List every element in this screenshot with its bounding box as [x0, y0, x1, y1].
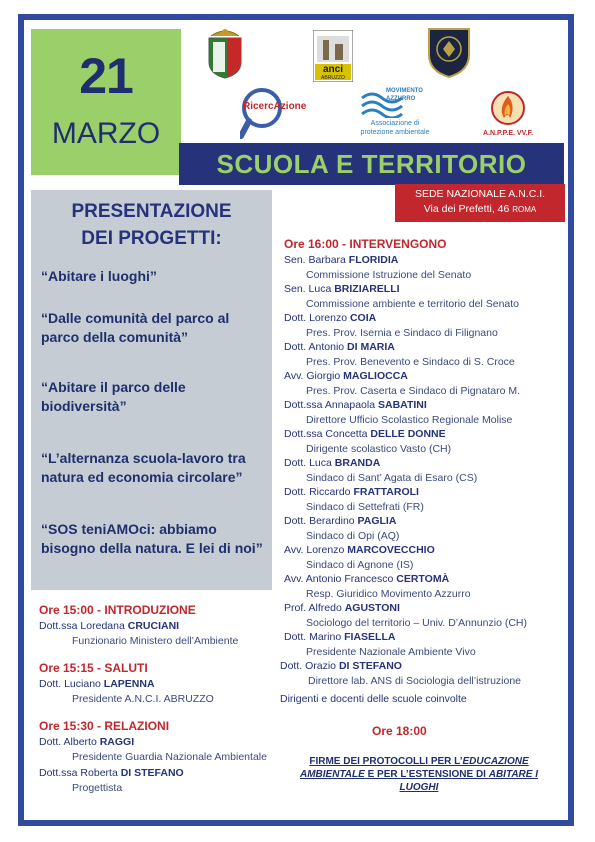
speaker-line — [284, 370, 408, 382]
speaker-role: Commissione Istruzione del Senato — [306, 269, 472, 281]
speaker-role: Sindaco di Settefrati (FR) — [306, 501, 424, 513]
speaker-name: LAPENNA — [103, 678, 155, 690]
guardia-badge-logo — [423, 25, 475, 79]
speaker-line — [284, 341, 395, 353]
speaker-title: Dott. Lorenzo — [284, 312, 348, 324]
venue-line1: SEDE NAZIONALE A.N.C.I. — [414, 188, 546, 200]
speaker-name: DI MARIA — [347, 341, 395, 353]
speaker-line — [39, 678, 155, 690]
speaker-role: Presidente Nazionale Ambiente Vivo — [306, 646, 476, 658]
speaker-title: Dott. Alberto — [39, 736, 97, 748]
venue-line2 — [395, 202, 565, 217]
speaker-name: BRANDA — [334, 457, 381, 469]
event-title: SCUOLA E TERRITORIO — [179, 143, 564, 185]
region-crest-logo — [205, 28, 245, 80]
speaker-name: FIASELLA — [344, 631, 396, 643]
speaker-role: Commissione ambiente e territorio del Senato — [306, 298, 520, 310]
speaker-line — [284, 254, 398, 266]
speaker-title: Dott. Berardino — [284, 515, 355, 527]
speaker-title: Avv. Lorenzo — [284, 544, 345, 556]
speaker-line — [284, 515, 396, 527]
speaker-name: BRIZIARELLI — [334, 283, 400, 295]
schedule-heading-interventi: Ore 16:00 - INTERVENGONO — [284, 237, 447, 251]
schedule-heading-saluti: Ore 15:15 - SALUTI — [39, 661, 148, 675]
finale-text-4: ABITARE I LUOGHI — [399, 769, 538, 793]
projects-heading — [31, 198, 272, 252]
speaker-name: AGUSTONI — [344, 602, 400, 614]
anppe-label: A.N.P.P.E. VV.F. — [482, 130, 534, 137]
speaker-role: Sociologo del territorio – Univ. D’Annunzio (CH) — [306, 617, 527, 629]
speaker-line — [39, 736, 134, 748]
speaker-line — [280, 660, 402, 672]
speaker-line — [284, 399, 427, 411]
speaker-name: COIA — [349, 312, 377, 324]
speaker-line — [284, 486, 419, 498]
speaker-role: Progettista — [72, 782, 123, 794]
speaker-title: Dott.ssa Roberta — [39, 767, 118, 779]
speaker-role: Dirigente scolastico Vasto (CH) — [306, 443, 452, 455]
projects-heading-line1: PRESENTAZIONE — [71, 201, 232, 222]
venue-address: Via dei Prefetti, 46 — [423, 203, 510, 215]
speaker-role: Resp. Giuridico Movimento Azzurro — [306, 588, 471, 600]
finale-text-3: E PER L’ESTENSIONE DI — [364, 769, 489, 780]
speaker-name: PAGLIA — [357, 515, 397, 527]
speaker-title: Dott. Luca — [284, 457, 332, 469]
speaker-role: Direttore lab. ANS di Sociologia dell’istruzione — [308, 675, 522, 687]
speaker-line — [284, 602, 400, 614]
ricercazione-logo — [240, 86, 320, 141]
venue-city: ROMA — [512, 205, 537, 214]
speaker-title: Dott. Marino — [284, 631, 342, 643]
speaker-name: DI STEFANO — [120, 767, 184, 779]
finale-text-2: EDUCAZIONE AMBIENTALE — [300, 756, 529, 780]
speaker-title: Dott.ssa Annapaola — [284, 399, 376, 411]
speaker-role: Direttore Ufficio Scolastico Regionale Molise — [306, 414, 513, 426]
speaker-title: Dott. Orazio — [280, 660, 337, 672]
date-day: 21 — [79, 48, 133, 104]
speaker-title: Dott. Luciano — [39, 678, 101, 690]
speaker-name: CERTOMÀ — [396, 573, 450, 585]
finale-heading: Ore 18:00 — [372, 724, 427, 738]
speaker-role: Funzionario Ministero dell’Ambiente — [72, 635, 239, 647]
speaker-title: Avv. Giorgio — [284, 370, 341, 382]
speaker-line — [39, 620, 179, 632]
anci-abruzzo-logo — [313, 30, 353, 82]
speaker-name: DI STEFANO — [338, 660, 402, 672]
speaker-line — [284, 573, 449, 585]
speaker-name: DELLE DONNE — [370, 428, 446, 440]
speaker-name: MARCOVECCHIO — [347, 544, 435, 556]
speaker-line — [284, 312, 376, 324]
speaker-role: Sindaco di Opi (AQ) — [306, 530, 400, 542]
speaker-role: Sindaco di Agnone (IS) — [306, 559, 414, 571]
movimento-sub-label-2: protezione ambientale — [360, 129, 430, 136]
anci-region-label: ABRUZZO — [321, 75, 345, 81]
speaker-line — [284, 457, 380, 469]
speaker-line — [284, 544, 435, 556]
project-item: “SOS teniAMOci: abbiamo bisogno della natura. E lei di noi” — [41, 521, 263, 556]
speaker-title: Dott.ssa Loredana — [39, 620, 125, 632]
speaker-title: Sen. Luca — [284, 283, 332, 295]
speaker-title: Dott. Antonio — [284, 341, 345, 353]
movimento-top-label: MOVIMENTO — [386, 88, 423, 94]
speaker-role: Presidente Guardia Nazionale Ambientale — [72, 751, 267, 763]
speaker-line — [284, 283, 400, 295]
finale-text-1: FIRME DEI PROTOCOLLI PER L’ — [309, 756, 463, 767]
schedule-heading-relazioni: Ore 15:30 - RELAZIONI — [39, 719, 170, 733]
speaker-role: Sindaco di Sant’ Agata di Esaro (CS) — [306, 472, 478, 484]
speaker-name: FLORIDIA — [348, 254, 399, 266]
project-item: “L’alternanza scuola-lavoro tra natura ed economia circolare” — [41, 450, 246, 485]
schedule-heading-intro: Ore 15:00 - INTRODUZIONE — [39, 603, 196, 617]
projects-heading-line2: DEI PROGETTI: — [81, 228, 222, 249]
speaker-name: CRUCIANI — [127, 620, 180, 632]
project-item: “Abitare i luoghi” — [41, 268, 157, 284]
speaker-role: Presidente A.N.C.I. ABRUZZO — [72, 693, 214, 705]
ricercazione-label: RicercAzione — [243, 101, 307, 112]
speaker-role: Pres. Prov. Isernia e Sindaco di Filignano — [306, 327, 498, 339]
closing-line: Dirigenti e docenti delle scuole coinvolte — [280, 693, 467, 705]
date-month: MARZO — [51, 117, 161, 150]
speaker-title: Dott. Riccardo — [284, 486, 351, 498]
speaker-line — [284, 631, 395, 643]
project-item: “Abitare il parco delle biodiversità” — [41, 379, 186, 414]
project-item: “Dalle comunità del parco al parco della comunità” — [41, 310, 230, 345]
speaker-name: RAGGI — [99, 736, 135, 748]
date-box — [31, 29, 181, 175]
speaker-role: Pres. Prov. Caserta e Sindaco di Pignataro M. — [306, 385, 520, 397]
speaker-title: Dott.ssa Concetta — [284, 428, 368, 440]
speaker-line — [39, 767, 184, 779]
speaker-title: Sen. Barbara — [284, 254, 346, 266]
movimento-azzurro-logo — [360, 88, 430, 140]
speaker-title: Avv. Antonio Francesco — [284, 573, 394, 585]
speaker-name: SABATINI — [378, 399, 427, 411]
speaker-line — [284, 428, 446, 440]
projects-panel — [31, 190, 272, 590]
anci-label: anci — [322, 64, 343, 75]
movimento-sub-label-1: Associazione di — [370, 120, 420, 127]
speaker-title: Prof. Alfredo — [284, 602, 342, 614]
venue-box — [395, 184, 565, 222]
finale-text — [284, 755, 554, 794]
speaker-name: FRATTAROLI — [353, 486, 419, 498]
speaker-role: Pres. Prov. Benevento e Sindaco di S. Croce — [306, 356, 515, 368]
movimento-name-label: AZZURRO — [386, 96, 416, 102]
anppe-logo — [480, 88, 536, 142]
speaker-name: MAGLIOCCA — [343, 370, 408, 382]
